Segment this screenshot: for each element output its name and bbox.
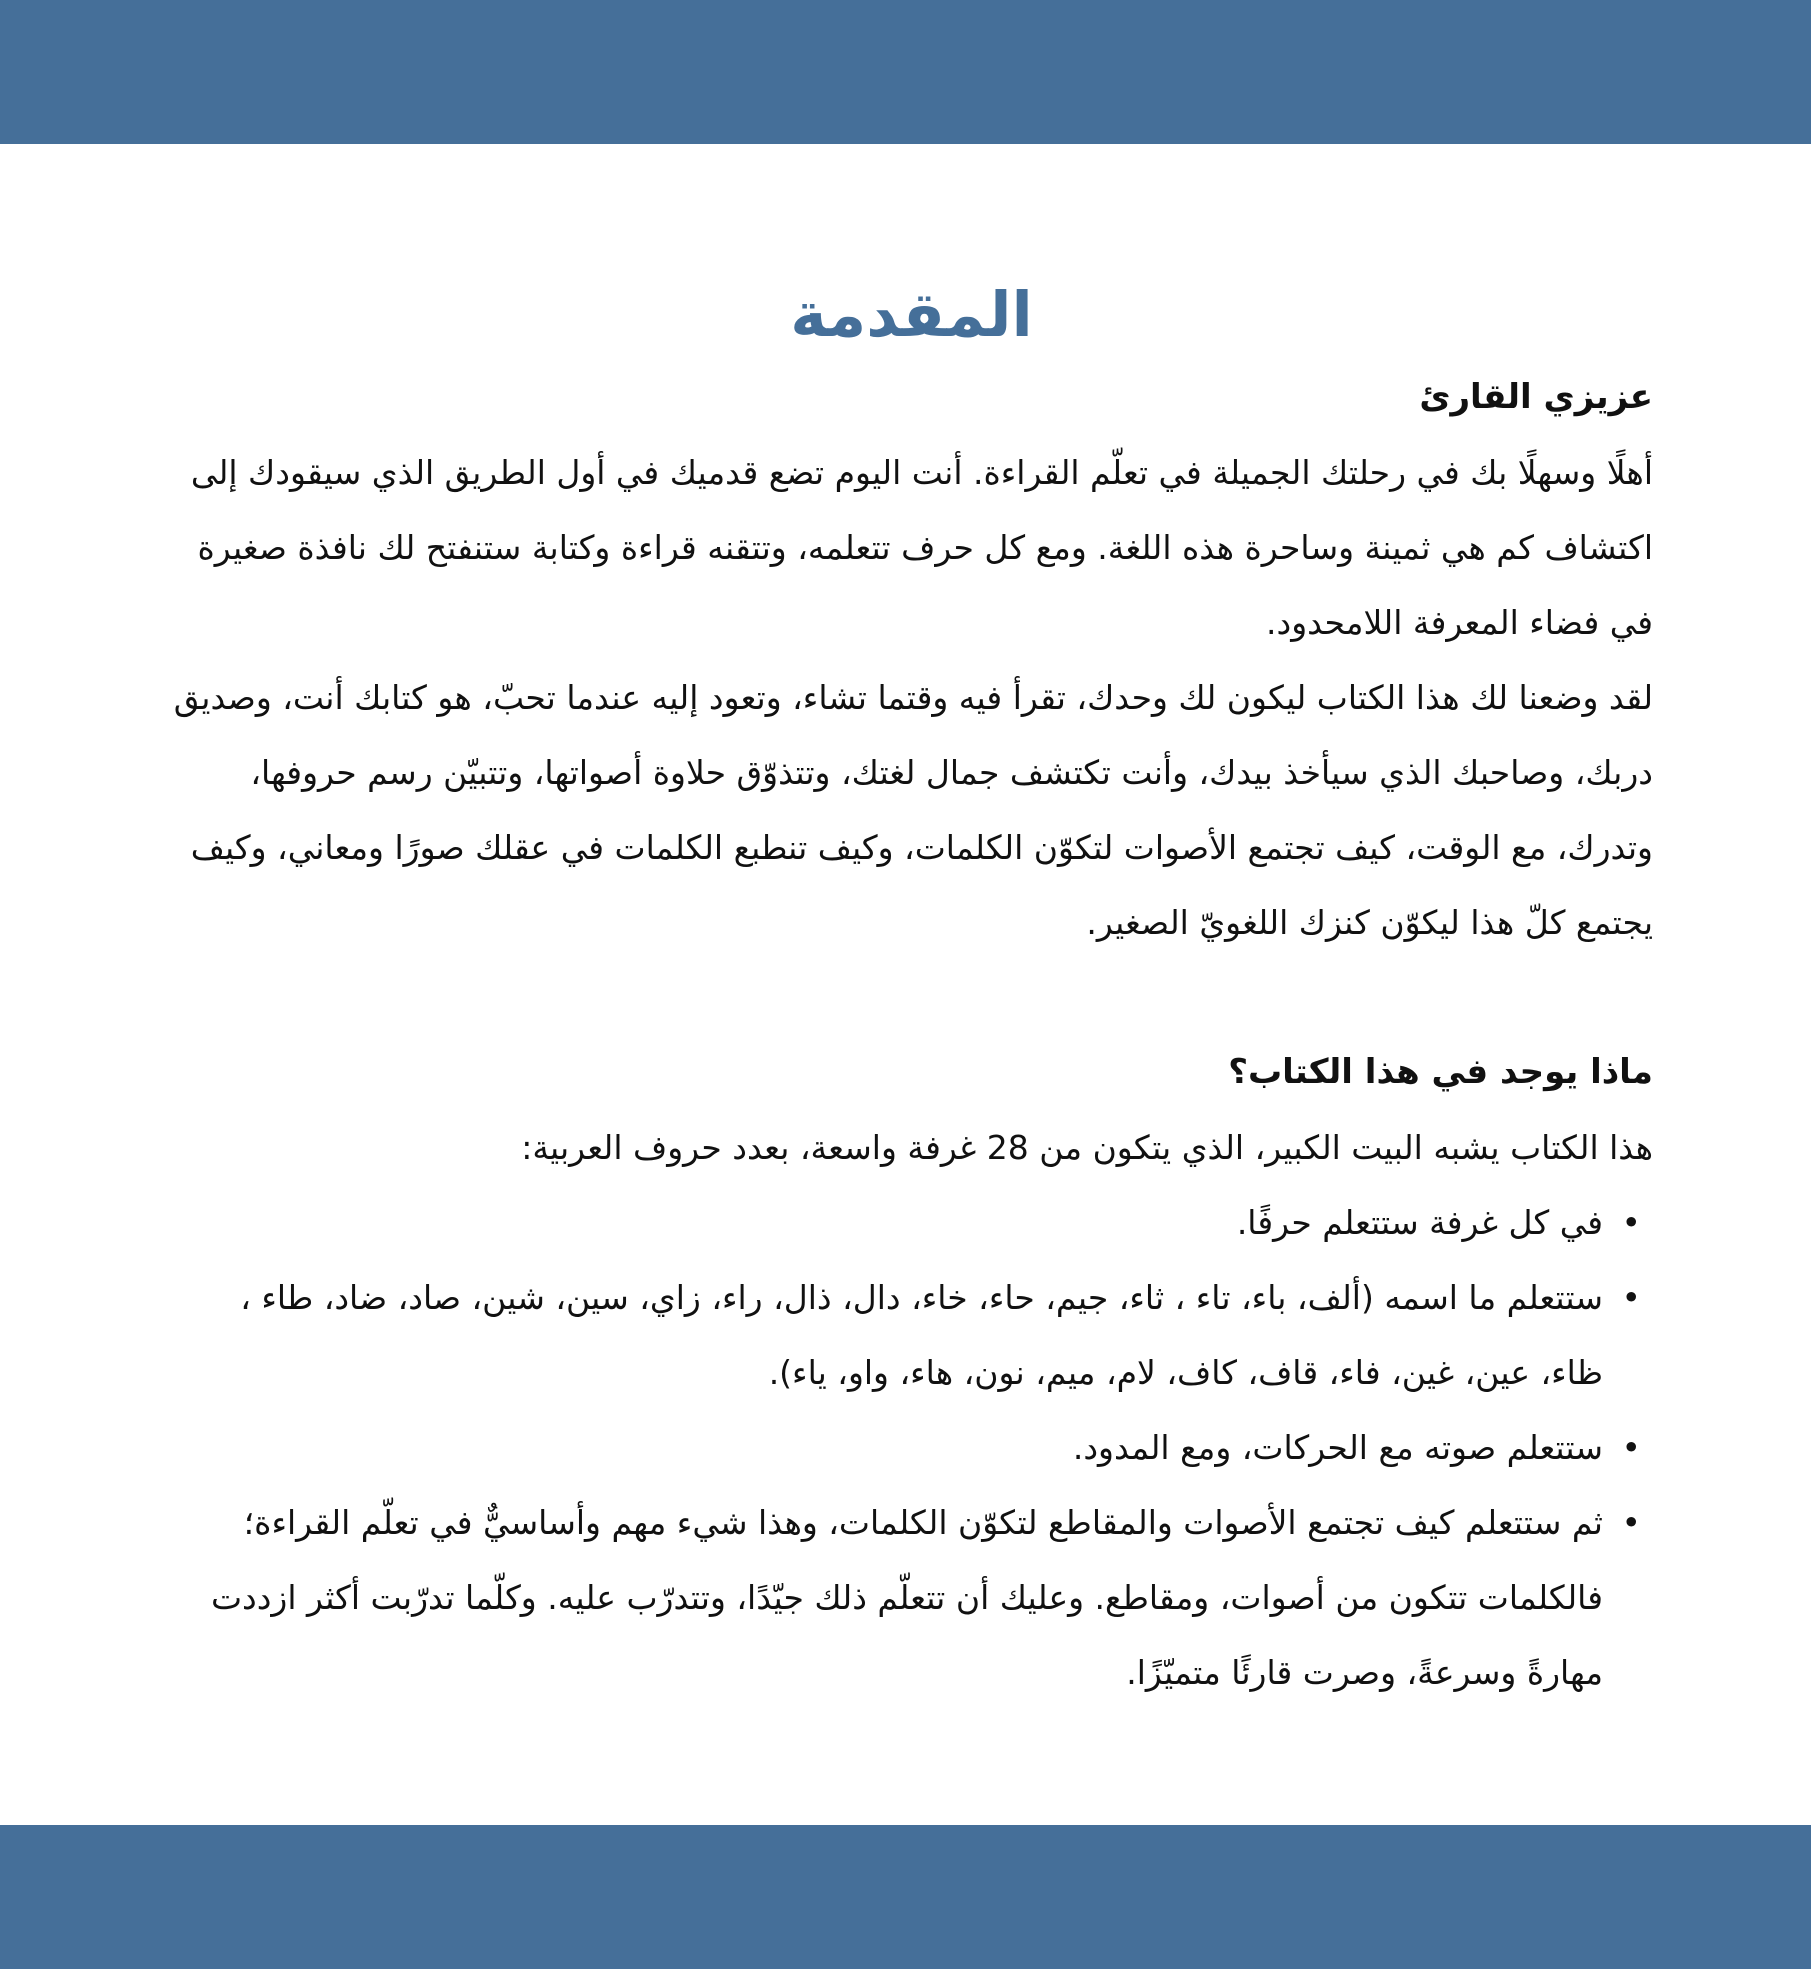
bullet-icon: •: [1621, 1428, 1641, 1467]
page-title: المقدمة: [790, 278, 1033, 351]
list-item-text: ستتعلم صوته مع الحركات، ومع المدود.: [1072, 1428, 1603, 1467]
list-item: [170, 1410, 1641, 1485]
bullet-icon: •: [1621, 1503, 1641, 1542]
list-item-text: في كل غرفة ستتعلم حرفًا.: [1236, 1203, 1603, 1242]
top-banner: [0, 0, 1811, 144]
bullet-icon: •: [1621, 1203, 1641, 1242]
greeting-heading: عزيزي القارئ: [1419, 377, 1653, 417]
intro-paragraph-2: لقد وضعنا لك هذا الكتاب ليكون لك وحدك، تقرأ فيه وقتما تشاء، وتعود إليه عندما تحبّ، هو كتابك أنت، وصديق دربك، وصاحبك الذي سيأخذ بيدك، وأنت تكتشف جمال لغتك، وتتذوّق حلاوة أصواتها، وتتبيّن رسم حروفها، وتدرك، مع الوقت، كيف تجتمع الأصوات لتكوّن الكلمات، وكيف تنطبع الكلمات في عقلك صورًا ومعاني، وكيف يجتمع كلّ هذا ليكوّن كنزك اللغويّ الصغير.: [173, 678, 1653, 942]
list-item: [170, 1185, 1641, 1260]
list-item: [170, 1485, 1641, 1710]
intro-paragraph-1: أهلًا وسهلًا بك في رحلتك الجميلة في تعلّم القراءة. أنت اليوم تضع قدميك في أول الطريق الذي سيقودك إلى اكتشاف كم هي ثمينة وساحرة هذه اللغة. ومع كل حرف تتعلمه، وتتقنه قراءة وكتابة ستنفتح لك نافذة صغيرة في فضاء المعرفة اللامحدود.: [190, 453, 1653, 642]
bullet-icon: •: [1621, 1278, 1641, 1317]
book-contents-heading: ماذا يوجد في هذا الكتاب؟: [1228, 1052, 1653, 1092]
book-contents-list: [170, 1185, 1653, 1710]
list-item-text: ستتعلم ما اسمه (ألف، باء، تاء ، ثاء، جيم، حاء، خاء، دال، ذال، راء، زاي، سين، شين، صاد، ضاد، طاء ، ظاء، عين، غين، فاء، قاف، كاف، لام، ميم، نون، هاء، واو، ياء).: [240, 1278, 1603, 1392]
page-content: [170, 270, 1653, 1710]
book-contents-intro: هذا الكتاب يشبه البيت الكبير، الذي يتكون من 28 غرفة واسعة، بعدد حروف العربية:: [521, 1128, 1653, 1167]
list-item-text: ثم ستتعلم كيف تجتمع الأصوات والمقاطع لتكوّن الكلمات، وهذا شيء مهم وأساسيٌّ في تعلّم القراءة؛ فالكلمات تتكون من أصوات، ومقاطع. وعليك أن تتعلّم ذلك جيّدًا، وتتدرّب عليه. وكلّما تدرّبت أكثر ازددت مهارةً وسرعةً، وصرت قارئًا متميّزًا.: [210, 1503, 1603, 1692]
bottom-banner: [0, 1825, 1811, 1969]
list-item: [170, 1260, 1641, 1410]
